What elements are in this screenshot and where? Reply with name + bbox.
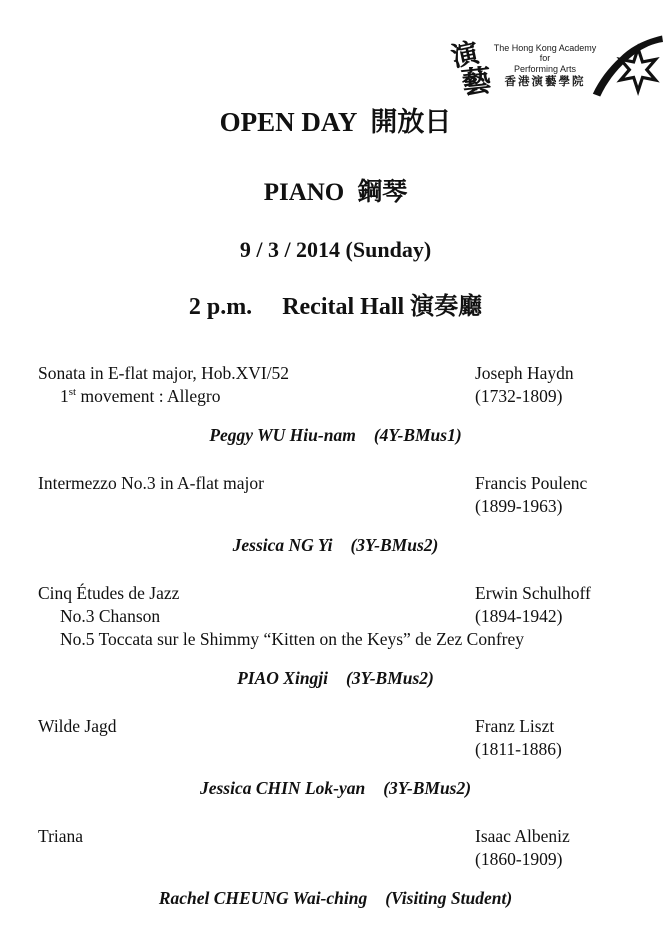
program-entry xyxy=(0,825,671,871)
event-date: 9 / 3 / 2014 (Sunday) xyxy=(239,237,432,262)
performer-name: Jessica CHIN Lok-yan xyxy=(199,778,366,798)
performer-name: Jessica NG Yi xyxy=(232,535,333,555)
page-subtitle xyxy=(0,172,671,208)
piece-title: Sonata in E-flat major, Hob.XVI/52 xyxy=(38,363,290,383)
composer-name: Franz Liszt xyxy=(475,716,555,736)
piece-title: Cinq Études de Jazz xyxy=(38,583,180,603)
composer-block xyxy=(475,582,591,628)
piece-title: Triana xyxy=(38,826,84,846)
logo-star-icon xyxy=(591,33,663,104)
performer-name: Rachel CHEUNG Wai-ching xyxy=(158,888,368,908)
program-entry xyxy=(0,472,671,518)
hkapa-logo xyxy=(449,33,645,99)
event-venue: Recital Hall 演奏廳 xyxy=(282,294,483,320)
event-time: 2 p.m. xyxy=(188,294,253,320)
performer-line xyxy=(0,534,671,557)
piece-title: Wilde Jagd xyxy=(38,716,117,736)
composer-years: (1894-1942) xyxy=(475,606,563,626)
composer-years: (1811-1886) xyxy=(475,739,562,759)
performer-line xyxy=(0,777,671,800)
composer-block xyxy=(475,825,671,871)
composer-years: (1732-1809) xyxy=(475,386,563,406)
event-time-venue xyxy=(0,286,671,321)
piece-block xyxy=(38,362,475,408)
logo-name-line: for xyxy=(539,53,551,64)
piece-block xyxy=(38,472,475,518)
performer-class: (3Y-BMus2) xyxy=(346,668,434,688)
movement-text: movement : Allegro xyxy=(76,386,221,406)
composer-block xyxy=(475,362,671,408)
performer-line xyxy=(0,887,671,910)
page-subtitle-en: PIANO xyxy=(263,179,345,206)
composer-block xyxy=(475,472,671,518)
performer-name: PIAO Xingji xyxy=(237,668,329,688)
composer-block xyxy=(475,715,671,761)
piece-block xyxy=(38,825,475,871)
program-list xyxy=(0,362,671,910)
composer-years: (1860-1909) xyxy=(475,849,563,869)
performer-class: (3Y-BMus2) xyxy=(383,778,472,798)
composer-name: Isaac Albeniz xyxy=(475,826,570,846)
logo-calligraphy xyxy=(449,33,493,99)
logo-name-chinese: 香港演藝學院 xyxy=(504,76,586,89)
logo-name-line: Performing Arts xyxy=(513,63,577,74)
performer-class: (3Y-BMus2) xyxy=(350,535,439,555)
performer-line xyxy=(0,424,671,447)
performer-class: (Visiting Student) xyxy=(385,888,513,908)
page-subtitle-zh: 鋼琴 xyxy=(357,179,408,206)
piece-subline: No.5 Toccata sur le Shimmy “Kitten on the Keys” de Zez Confrey xyxy=(60,629,525,649)
piece-block xyxy=(38,715,475,761)
piece-title: Intermezzo No.3 in A-flat major xyxy=(38,473,264,493)
composer-name: Erwin Schulhoff xyxy=(475,583,591,603)
logo-name-line: The Hong Kong Academy xyxy=(493,43,597,53)
composer-name: Joseph Haydn xyxy=(475,363,574,383)
page-title-zh: 開放日 xyxy=(370,107,452,137)
movement-number: 1 xyxy=(60,386,69,406)
logo-text xyxy=(493,33,597,89)
program-entry xyxy=(0,715,671,761)
page-title-en: OPEN DAY xyxy=(219,107,358,137)
piece-subline xyxy=(38,385,475,408)
logo-calligraphy-char: 藝 xyxy=(459,64,494,101)
composer-years: (1899-1963) xyxy=(475,496,563,516)
piece-subline: No.3 Chanson xyxy=(60,606,161,626)
performer-class: (4Y-BMus1) xyxy=(373,425,462,445)
performer-line xyxy=(0,667,671,690)
movement-ordinal: st xyxy=(68,386,77,399)
logo-calligraphy-char: 演 xyxy=(448,37,482,73)
program-entry xyxy=(0,362,671,408)
program-entry xyxy=(0,582,671,651)
performer-name: Peggy WU Hiu-nam xyxy=(209,425,356,445)
composer-name: Francis Poulenc xyxy=(475,473,588,493)
